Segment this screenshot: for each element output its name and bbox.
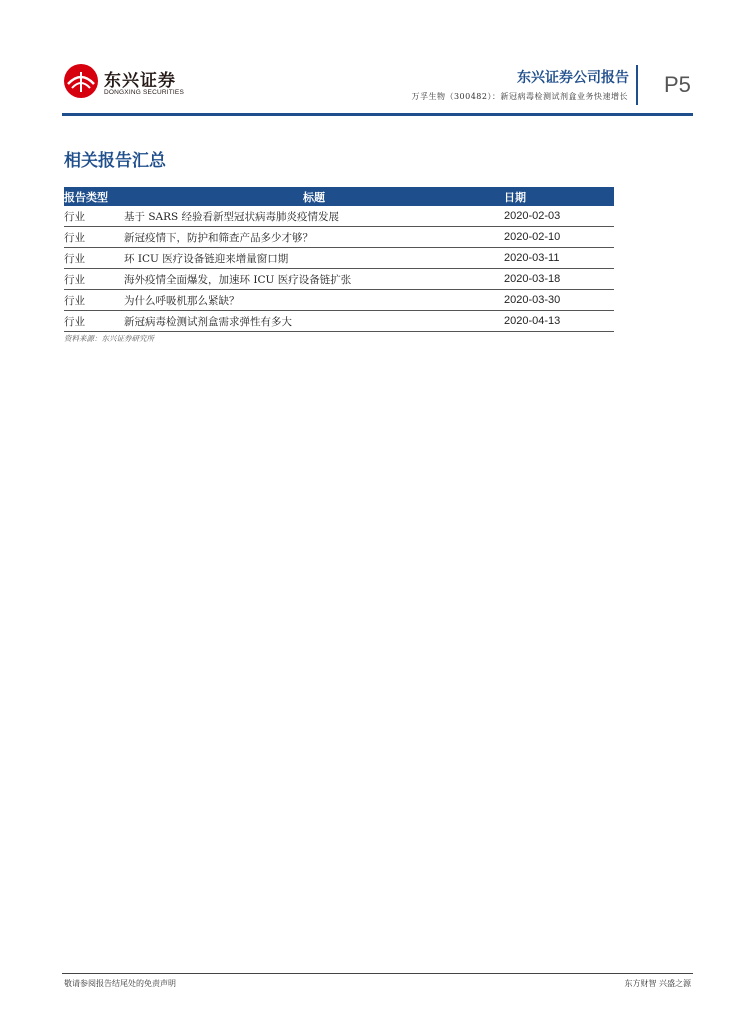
table-row <box>64 227 614 248</box>
row-title: 为什么呼吸机那么紧缺？ <box>124 290 504 311</box>
page-number: P5 <box>664 72 691 97</box>
report-brand: 东兴证券公司报告 <box>517 70 629 86</box>
footer-rule <box>62 973 693 974</box>
header-rule <box>62 113 693 116</box>
header-divider <box>636 65 638 105</box>
table-source: 资料来源：东兴证券研究所 <box>64 334 154 343</box>
row-date: 2020-02-10 <box>504 227 614 248</box>
table-row <box>64 206 614 227</box>
row-title: 海外疫情全面爆发，加速环 ICU 医疗设备链扩张 <box>124 269 504 290</box>
row-date: 2020-03-30 <box>504 290 614 311</box>
row-date: 2020-04-13 <box>504 311 614 332</box>
section-title: 相关报告汇总 <box>64 151 166 171</box>
table-row <box>64 269 614 290</box>
row-type: 行业 <box>64 227 124 248</box>
related-reports-table <box>64 187 614 332</box>
company-logo <box>62 62 192 102</box>
table-row <box>64 311 614 332</box>
page-header <box>0 0 755 118</box>
row-type: 行业 <box>64 269 124 290</box>
row-date: 2020-03-11 <box>504 248 614 269</box>
logo-icon <box>62 62 100 100</box>
logo-text-cn: 东兴证券 <box>104 71 176 91</box>
row-date: 2020-02-03 <box>504 206 614 227</box>
row-title: 新冠病毒检测试剂盒需求弹性有多大 <box>124 311 504 332</box>
logo-text-en: DONGXING SECURITIES <box>104 89 185 96</box>
row-title: 环 ICU 医疗设备链迎来增量窗口期 <box>124 248 504 269</box>
row-type: 行业 <box>64 206 124 227</box>
header-date: 日期 <box>504 187 614 206</box>
row-title: 基于 SARS 经验看新型冠状病毒肺炎疫情发展 <box>124 206 504 227</box>
report-subtitle: 万孚生物（300482）：新冠病毒检测试剂盒业务快速增长 <box>411 92 628 101</box>
row-title: 新冠疫情下，防护和筛查产品多少才够？ <box>124 227 504 248</box>
table-row <box>64 248 614 269</box>
row-type: 行业 <box>64 311 124 332</box>
row-type: 行业 <box>64 248 124 269</box>
header-title: 标题 <box>124 187 504 206</box>
table-header-row <box>64 187 614 206</box>
table-row <box>64 290 614 311</box>
row-date: 2020-03-18 <box>504 269 614 290</box>
header-type: 报告类型 <box>64 187 124 206</box>
footer-disclaimer: 敬请参阅报告结尾处的免责声明 <box>64 979 176 988</box>
footer-slogan: 东方财智 兴盛之源 <box>624 979 691 988</box>
row-type: 行业 <box>64 290 124 311</box>
